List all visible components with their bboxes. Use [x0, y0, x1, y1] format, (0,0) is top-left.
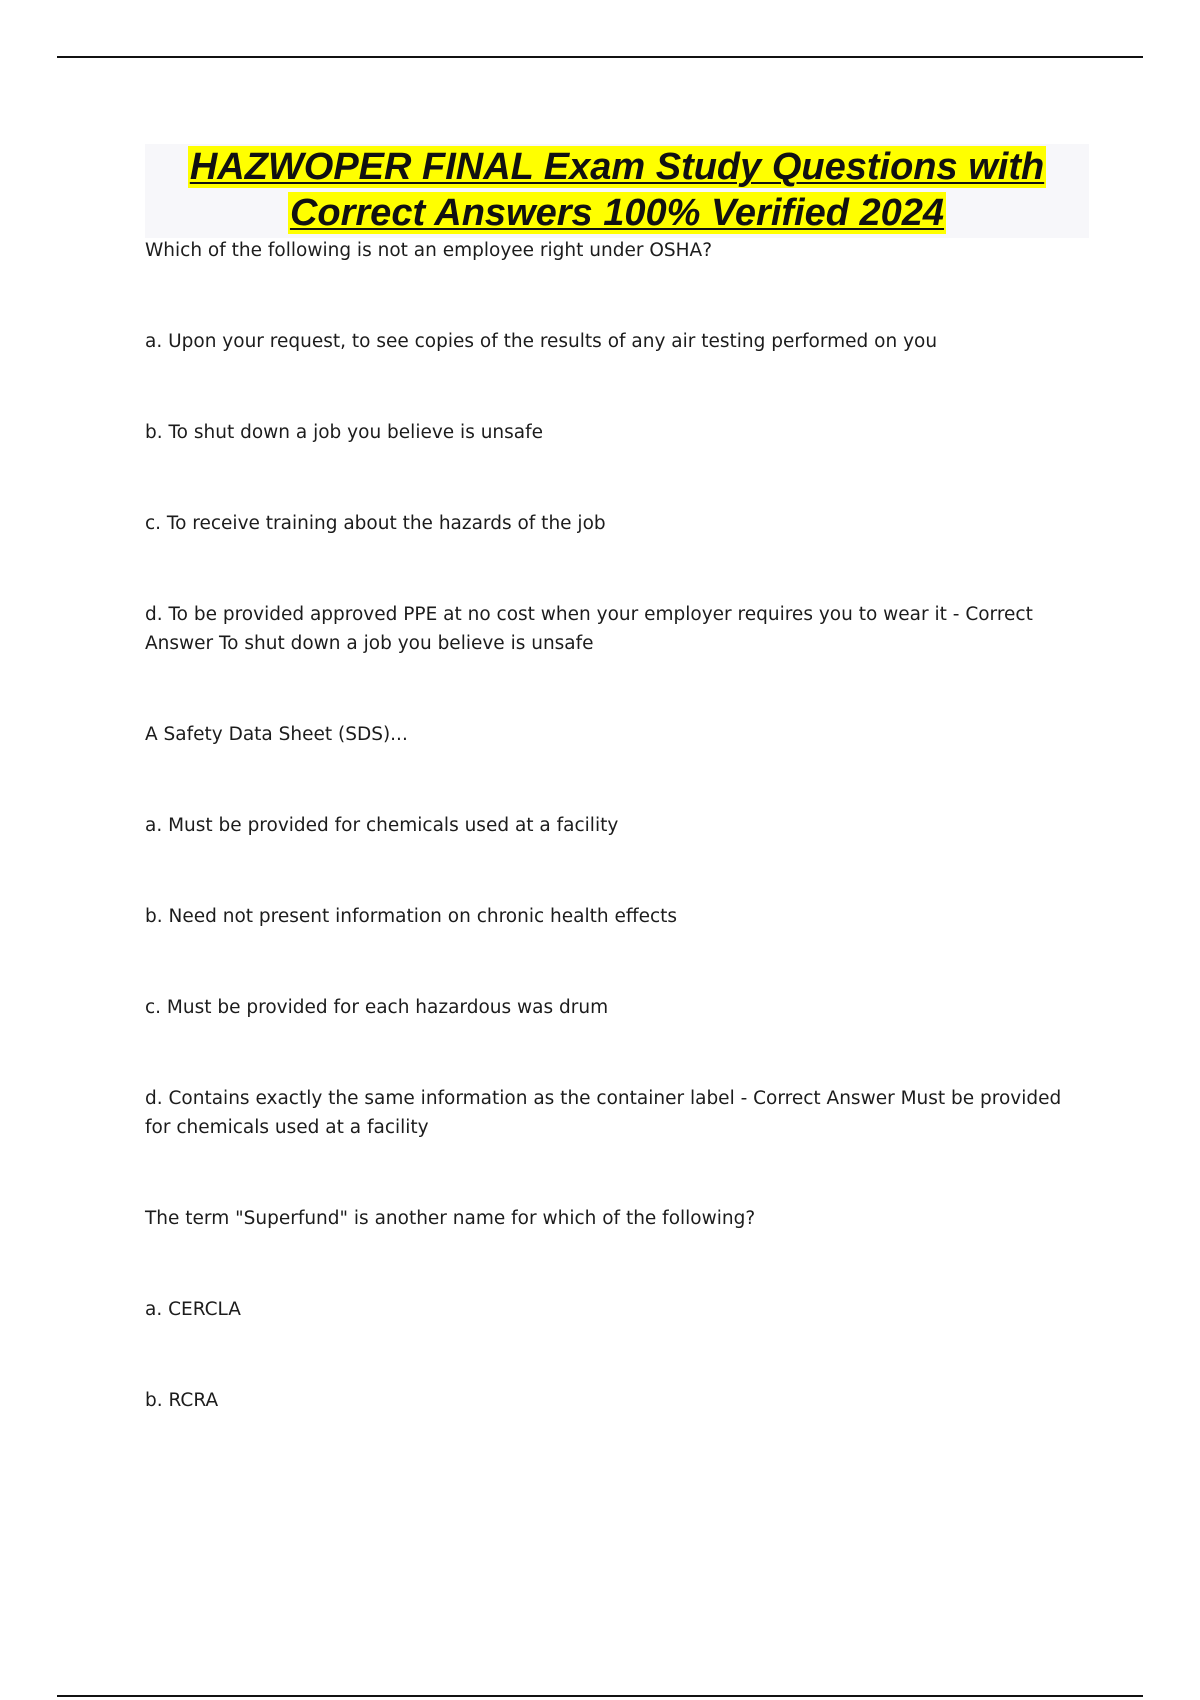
question-3-option-b: b. RCRA	[145, 1390, 219, 1411]
question-2-option-c: c. Must be provided for each hazardous was drum	[145, 997, 609, 1018]
question-2: A Safety Data Sheet (SDS)...	[145, 724, 408, 745]
question-1-option-d-answer: d. To be provided approved PPE at no cost when your employer requires you to wear it - Correct Answer To shut down a job you believe is unsafe	[145, 604, 1033, 654]
question-2-option-a: a. Must be provided for chemicals used at a facility	[145, 815, 619, 836]
question-3-option-a: a. CERCLA	[145, 1299, 241, 1320]
question-2-option-b: b. Need not present information on chronic health effects	[145, 906, 678, 927]
document-body	[145, 236, 1090, 1415]
question-1-option-a: a. Upon your request, to see copies of the results of any air testing performed on you	[145, 331, 938, 352]
question-2-option-d-answer: d. Contains exactly the same information as the container label - Correct Answer Must be provided for chemicals used at a facility	[145, 1088, 1062, 1138]
question-1-option-c: c. To receive training about the hazards of the job	[145, 513, 606, 534]
document-title	[145, 144, 1089, 238]
title-line-1: HAZWOPER FINAL Exam Study Questions with	[189, 146, 1045, 188]
header-rule	[57, 56, 1143, 58]
footer-rule	[57, 1695, 1143, 1697]
question-3: The term "Superfund" is another name for which of the following?	[145, 1208, 756, 1229]
question-1-option-b: b. To shut down a job you believe is unsafe	[145, 422, 544, 443]
title-line-2: Correct Answers 100% Verified 2024	[289, 192, 945, 234]
question-1: Which of the following is not an employee right under OSHA?	[145, 240, 713, 261]
